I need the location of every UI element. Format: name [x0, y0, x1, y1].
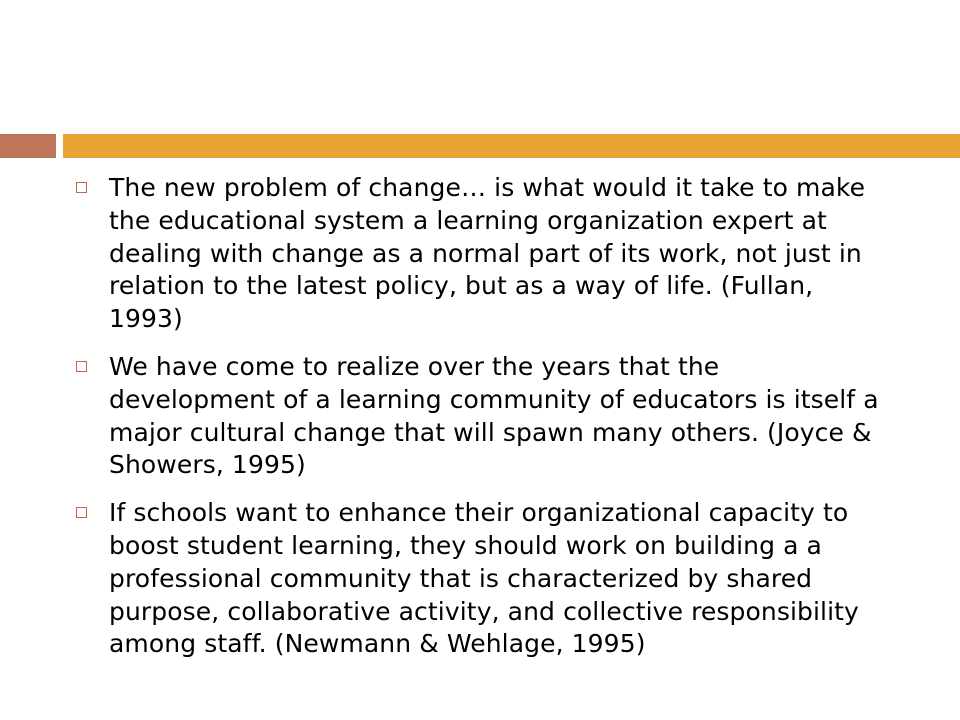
bullet-text: The new problem of change… is what would it take to make the educational system a learning organization expert at dealing with change as a normal part of its work, not just in relation to the latest policy, but as a way of life. (Fullan, 1993) [109, 173, 866, 334]
bullet-text: If schools want to enhance their organizational capacity to boost student learning, they should work on building a a professional community that is characterized by shared purpose, collaborative activity, and collective responsibility among staff. (Newmann & Wehlage, 1995) [109, 498, 859, 659]
accent-bar-left [0, 134, 56, 158]
bullet-text: We have come to realize over the years that the development of a learning community of educators is itself a major cultural change that will spawn many others. (Joyce & Showers, 1995) [109, 351, 879, 480]
bullet-item [72, 497, 952, 661]
hollow-square-icon [76, 182, 87, 193]
accent-bar-right [63, 134, 960, 158]
hollow-square-icon [76, 507, 87, 518]
bullet-list [72, 172, 952, 676]
hollow-square-icon [76, 361, 87, 372]
bullet-item [72, 172, 952, 336]
bullet-item [72, 351, 952, 482]
